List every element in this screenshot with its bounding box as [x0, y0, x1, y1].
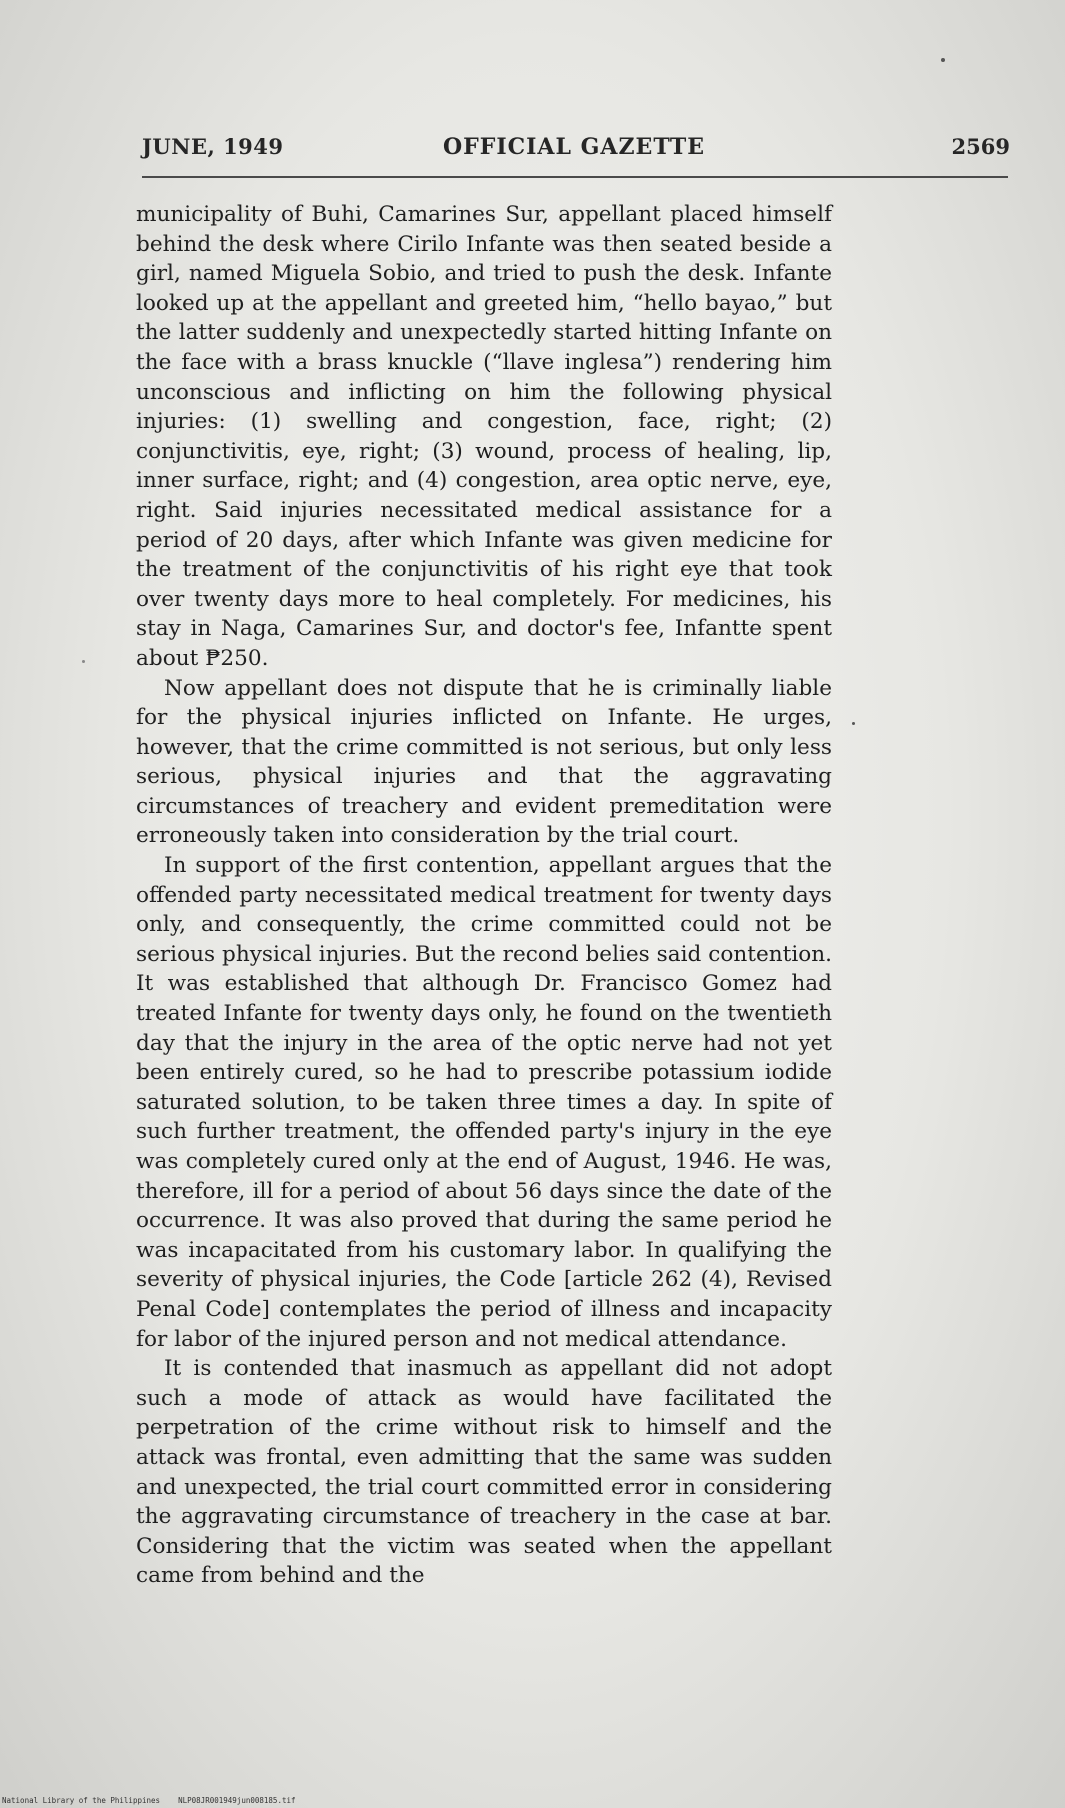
article-body — [136, 200, 832, 1591]
paragraph-4: It is contended that inasmuch as appellant did not adopt such a mode of attack as would have facilitated the perpetration of the crime without risk to himself and the attack was frontal, even admitting that the same was sudden and unexpected, the trial court committed error in considering the aggravating circumstance of treachery in the case at bar. Considering that the victim was seated when the appellant came from behind and the — [136, 1356, 832, 1589]
header-rule — [142, 176, 1008, 178]
header-date: JUNE, 1949 — [142, 134, 284, 159]
scan-speck — [82, 660, 85, 663]
scan-speck — [852, 722, 855, 725]
footer-file: NLP08JR001949jun008185.tif — [178, 1796, 296, 1805]
footer-source: National Library of the Philippines — [2, 1796, 161, 1805]
scan-speck — [941, 58, 945, 62]
header-page-number: 2569 — [951, 134, 1010, 159]
paragraph-1: municipality of Buhi, Camarines Sur, appellant placed himself behind the desk where Cirilo Infante was then seated beside a girl, named Miguela Sobio, and tried to push the desk. Infante looked up at the appellant and greeted him, “hello bayao,” but the latter suddenly and unexpectedly started hitting Infante on the face with a brass knuckle (“llave inglesa”) rendering him unconscious and inflicting on him the following physical injuries: (1) swelling and congestion, face, right; (2) conjunctivitis, eye, right; (3) wound, process of healing, lip, inner surface, right; and (4) congestion, area optic nerve, eye, right. Said injuries necessitated medical assistance for a period of 20 days, after which Infante was given medicine for the treatment of the conjunctivitis of his right eye that took over twenty days more to heal completely. For medicines, his stay in Naga, Camarines Sur, and doctor's fee, Infantte spent about ₱250. — [136, 202, 832, 671]
header-publication-title: OFFICIAL GAZETTE — [442, 134, 706, 160]
paragraph-3: In support of the first contention, appellant argues that the offended party necessitated medical treatment for twenty days only, and consequently, the crime committed could not be serious physical injuries. But the recond belies said contention. It was established that although Dr. Francisco Gomez had treated Infante for twenty days only, he found on the twentieth day that the injury in the area of the optic nerve had not yet been entirely cured, so he had to prescribe potassium iodide saturated solution, to be taken three times a day. In spite of such further treatment, the offended party's injury in the eye was completely cured only at the end of August, 1946. He was, therefore, ill for a period of about 56 days since the date of the occurrence. It was also proved that during the same period he was incapacitated from his customary labor. In qualifying the severity of physical injuries, the Code [article 262 (4), Revised Penal Code] contemplates the period of illness and incapacity for labor of the injured person and not medical attendance. — [136, 853, 832, 1352]
page-header — [138, 130, 1010, 170]
paragraph-2: Now appellant does not dispute that he is criminally liable for the physical injuries inflicted on Infante. He urges, however, that the crime committed is not serious, but only less serious, physical injuries and that the aggravating circumstances of treachery and evident premeditation were erroneously taken into consideration by the trial court. — [136, 675, 832, 849]
scan-footer — [2, 1796, 296, 1808]
